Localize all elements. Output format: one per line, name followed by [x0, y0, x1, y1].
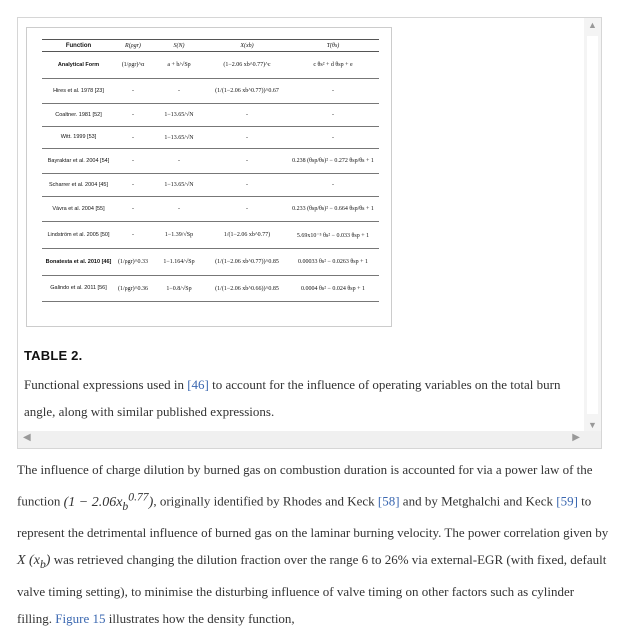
cell-s: 1−13.65/√N: [151, 174, 207, 197]
scroll-thumb[interactable]: [587, 36, 598, 414]
header-r: R(ρgr): [115, 40, 151, 52]
cell-function: Coaltner. 1981 [52]: [42, 104, 115, 127]
cell-x: (1−2.06 xb^0.77)^c: [207, 52, 287, 79]
cell-r: -: [115, 79, 151, 104]
table-viewer: [17, 17, 602, 449]
cell-function: Lindström et al. 2005 [50]: [42, 222, 115, 249]
scroll-up-icon[interactable]: ▲: [588, 20, 597, 30]
cell-function: Hires et al. 1978 [23]: [42, 79, 115, 104]
cell-t: 0.238 (θsp/θs)² − 0.272 θsp/θs + 1: [287, 149, 379, 174]
cell-t: -: [287, 174, 379, 197]
vertical-scrollbar[interactable]: [584, 18, 601, 432]
cell-r: -: [115, 149, 151, 174]
cell-x: (1/(1−2.06 xb^0.66))^0.85: [207, 276, 287, 302]
scroll-left-icon[interactable]: ◀: [23, 432, 31, 443]
header-function: Function: [42, 40, 115, 52]
cell-r: -: [115, 127, 151, 149]
cell-r: -: [115, 104, 151, 127]
table-row: [42, 149, 379, 174]
table-image: [26, 27, 392, 327]
cell-r: (1/ρgr)^0.36: [115, 276, 151, 302]
cell-t: 0.00033 θs² − 0.0263 θsp + 1: [287, 249, 379, 276]
cell-function: Scharrer et al. 2004 [45]: [42, 174, 115, 197]
cell-s: 1−13.65/√N: [151, 127, 207, 149]
table-row: [42, 127, 379, 149]
cell-function: Galindo et al. 2011 [56]: [42, 276, 115, 302]
formula-x: X $(x_b)$: [17, 553, 51, 572]
cell-x: (1/(1−2.06 xb^0.77))^0.67: [207, 79, 287, 104]
cell-x: -: [207, 174, 287, 197]
header-x: X(xb): [207, 40, 287, 52]
cell-function: Bayraktar et al. 2004 [54]: [42, 149, 115, 174]
cell-r: -: [115, 222, 151, 249]
cell-r: -: [115, 174, 151, 197]
cell-x: -: [207, 197, 287, 222]
cell-x: 1/(1−2.06 xb^0.77): [207, 222, 287, 249]
table-row: [42, 276, 379, 302]
table-caption-text: Functional expressions used in [46] to account for the influence of operating variables on the total burn angle, along with similar published expressions.: [24, 377, 561, 419]
cell-x: -: [207, 149, 287, 174]
cell-r: (1/ρgr)^α: [115, 52, 151, 79]
table-row: [42, 174, 379, 197]
cell-r: (1/ρgr)^0.33: [115, 249, 151, 276]
cell-s: 1−0.8/√Sp: [151, 276, 207, 302]
table-row: [42, 249, 379, 276]
cell-s: -: [151, 79, 207, 104]
ref-link-58[interactable]: [58]: [377, 493, 400, 509]
cell-function: Witt. 1999 [53]: [42, 127, 115, 149]
header-s: S(N): [151, 40, 207, 52]
table-row: [42, 79, 379, 104]
cell-s: a + b/√Sp: [151, 52, 207, 79]
figure-15-link[interactable]: Figure 15: [55, 611, 106, 627]
table-caption-label: TABLE 2.: [24, 348, 83, 363]
table-row: [42, 104, 379, 127]
scroll-right-icon[interactable]: ▶: [572, 432, 580, 443]
article-paragraph: The influence of charge dilution by burned gas on combustion duration is accounted for via a power law of the function $(1 - 2.06x_b^{0.77})$, originally identified by Rhodes and Keck [58] and by Metghalchi and Keck [59] to represent the detrimental influence of burned gas on the laminar burning velocity. The power correlation given by X $(x_b)$ was retrieved changing the dilution fraction over the range 6 to 26% via external-EGR (with fixed, default valve timing setting), to minimise the disturbing influence of valve timing on other factors such as cylinder filling. Figure 15 illustrates how the density function,: [17, 462, 609, 627]
cell-t: c θs² + d θsp + e: [287, 52, 379, 79]
table-header-row: [42, 40, 379, 52]
table-row: [42, 222, 379, 249]
cell-t: -: [287, 104, 379, 127]
cell-function: Bonatesta et al. 2010 [46]: [42, 249, 115, 276]
cell-t: -: [287, 127, 379, 149]
formula-dilution: $(1 - 2.06x_b^{0.77})$: [63, 490, 154, 513]
expressions-table: [42, 39, 379, 302]
cell-function: Analytical Form: [42, 52, 115, 79]
cell-t: 0.0004 θs² − 0.024 θsp + 1: [287, 276, 379, 302]
cell-s: -: [151, 149, 207, 174]
cell-x: (1/(1−2.06 xb^0.77))^0.85: [207, 249, 287, 276]
table-row: [42, 52, 379, 79]
horizontal-scrollbar[interactable]: [18, 431, 601, 448]
cell-s: 1−1.164/√Sp: [151, 249, 207, 276]
cell-t: 5.69x10⁻⁵ θs² − 0.033 θsp + 1: [287, 222, 379, 249]
cell-x: -: [207, 127, 287, 149]
cell-s: 1−13.65/√N: [151, 104, 207, 127]
cell-s: 1−1.39/√Sp: [151, 222, 207, 249]
table-row: [42, 197, 379, 222]
header-t: T(θs): [287, 40, 379, 52]
ref-link-46[interactable]: [46]: [187, 377, 209, 392]
cell-t: -: [287, 79, 379, 104]
cell-r: -: [115, 197, 151, 222]
cell-x: -: [207, 104, 287, 127]
cell-function: Vávra et al. 2004 [55]: [42, 197, 115, 222]
scroll-down-icon[interactable]: ▼: [588, 420, 597, 430]
cell-t: 0.233 (θsp/θs)² − 0.664 θsp/θs + 1: [287, 197, 379, 222]
cell-s: -: [151, 197, 207, 222]
ref-link-59[interactable]: [59]: [556, 493, 578, 509]
